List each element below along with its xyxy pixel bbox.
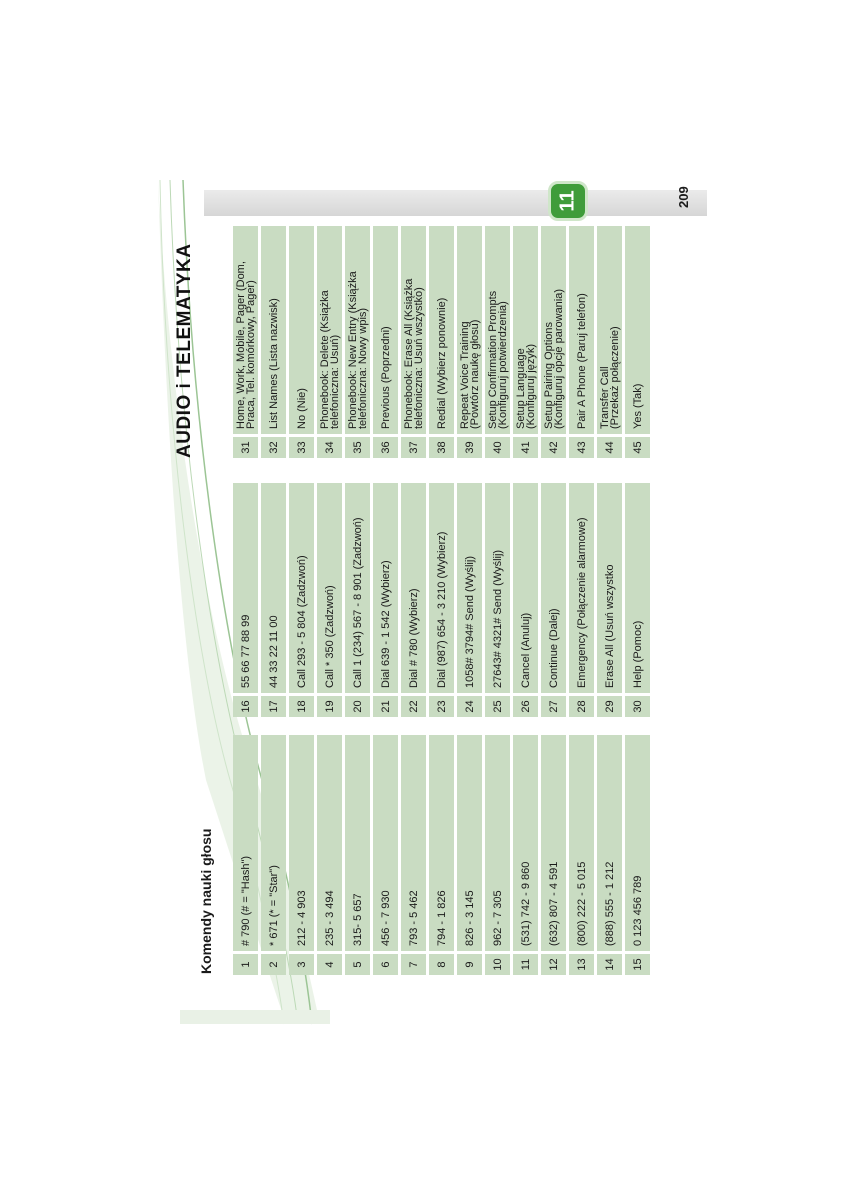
table-row: 22 Dial # 780 (Wybierz)	[401, 483, 426, 717]
table-row: 9 826 - 3 145	[457, 735, 482, 975]
table-row: 21 Dial 639 - 1 542 (Wybierz)	[373, 483, 398, 717]
table-row: 5 315- 5 657	[345, 735, 370, 975]
table-row: 24 1058# 3794# Send (Wyślij)	[457, 483, 482, 717]
table-row: 18 Call 293 - 5 804 (Zadzwoń)	[289, 483, 314, 717]
table-row: 23 Dial (987) 654 - 3 210 (Wybierz)	[429, 483, 454, 717]
table-row: 45 Yes (Tak)	[625, 226, 650, 458]
table-row: 19 Call * 350 (Zadzwoń)	[317, 483, 342, 717]
table-row: 14 (888) 555 - 1 212	[597, 735, 622, 975]
table-row: 36 Previous (Poprzedni)	[373, 226, 398, 458]
table-row: 27 Continue (Dalej)	[541, 483, 566, 717]
chapter-number: 11	[556, 190, 579, 212]
table-row: 11 (531) 742 - 9 860	[513, 735, 538, 975]
table-row: 40 Setup Confirmation Prompts (Konfiguruj potwierdzenia)	[485, 226, 510, 458]
table-row: 35 Phonebook: New Entry (Książka telefoniczna: Nowy wpis)	[345, 226, 370, 458]
table-row: 43 Pair A Phone (Paruj telefon)	[569, 226, 594, 458]
table-row: 16 55 66 77 88 99	[233, 483, 258, 717]
table-row: 25 27643# 4321# Send (Wyślij)	[485, 483, 510, 717]
table-row: 12 (632) 807 - 4 591	[541, 735, 566, 975]
section-title: AUDIO i TELEMATYKA	[174, 243, 195, 458]
table-row: 41 Setup Language (Konfiguruj język)	[513, 226, 538, 458]
table-row: 34 Phonebook: Delete (Książka telefoniczna: Usuń)	[317, 226, 342, 458]
command-column-1	[230, 735, 653, 975]
table-row: 8 794 - 1 826	[429, 735, 454, 975]
table-row: 44 Transfer Call (Przekaż połączenie)	[597, 226, 622, 458]
table-row: 37 Phonebook: Erase All (Książka telefoniczna: Usuń wszystko)	[401, 226, 426, 458]
table-row: 3 212 - 4 903	[289, 735, 314, 975]
table-row: 4 235 - 3 494	[317, 735, 342, 975]
table-row: 20 Call 1 (234) 567 - 8 901 (Zadzwoń)	[345, 483, 370, 717]
header-band	[204, 190, 707, 216]
table-row: 6 456 - 7 930	[373, 735, 398, 975]
table-row: 33 No (Nie)	[289, 226, 314, 458]
chapter-badge	[548, 181, 588, 221]
table-row: 1 # 790 (# = "Hash")	[233, 735, 258, 975]
table-row: 32 List Names (Lista nazwisk)	[261, 226, 286, 458]
table-row: 2 * 671 (* = "Star")	[261, 735, 286, 975]
table-row: 26 Cancel (Anuluj)	[513, 483, 538, 717]
table-row: 13 (800) 222 - 5 015	[569, 735, 594, 975]
table-row: 42 Setup Pairing Options (Konfiguruj opcje parowania)	[541, 226, 566, 458]
table-row: 7 793 - 5 462	[401, 735, 426, 975]
table-row: 38 Redial (Wybierz ponownie)	[429, 226, 454, 458]
table-row: 17 44 33 22 11 00	[261, 483, 286, 717]
command-column-2	[230, 483, 653, 717]
table-row: 28 Emergency (Połączenie alarmowe)	[569, 483, 594, 717]
table-row: 15 0 123 456 789	[625, 735, 650, 975]
page-number: 209	[676, 186, 691, 208]
table-heading: Komendy nauki głosu	[198, 828, 214, 974]
table-row: 39 Repeat Voice Training (Powtórz naukę głosu)	[457, 226, 482, 458]
table-row: 30 Help (Pomoc)	[625, 483, 650, 717]
table-row: 29 Erase All (Usuń wszystko	[597, 483, 622, 717]
command-column-3	[230, 226, 653, 458]
table-row: 31 Home, Work, Mobile, Pager (Dom, Praca, Tel. komórkowy, Pager)	[233, 226, 258, 458]
table-row: 10 962 - 7 305	[485, 735, 510, 975]
